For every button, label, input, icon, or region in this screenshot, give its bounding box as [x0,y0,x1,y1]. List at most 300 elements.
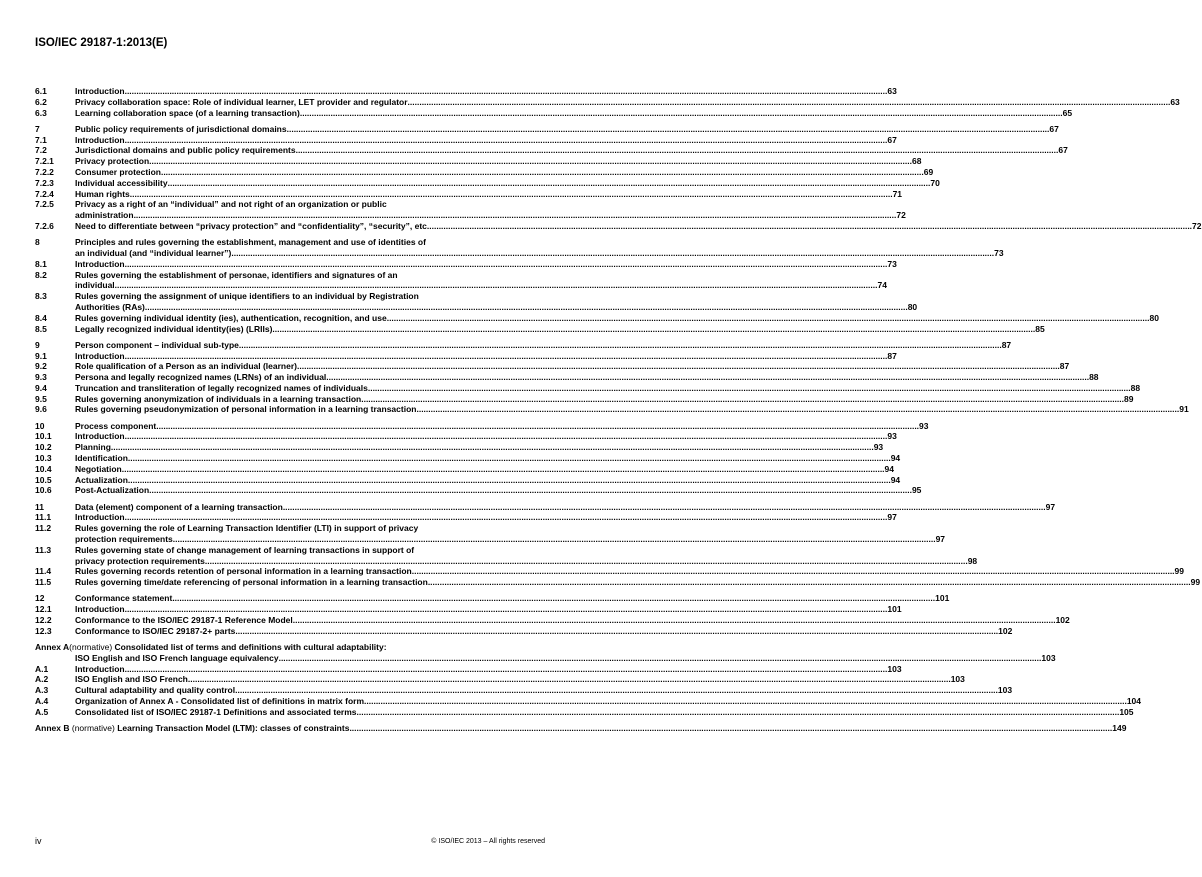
entry-body [75,593,949,604]
dot-leader [188,674,951,685]
section-title: Introduction [75,134,125,145]
entry-line [75,124,1059,135]
entry-body [75,270,887,292]
section-title: Introduction [75,258,125,269]
entry-body [75,108,1072,119]
page-reference: 70 [930,177,940,188]
toc-entry[interactable] [35,604,902,615]
toc-group [35,501,1201,588]
section-number: 8.1 [35,258,47,269]
section-number: 9.3 [35,372,47,383]
toc-entry[interactable] [35,199,906,221]
dot-leader [125,351,888,362]
toc-entry[interactable] [35,269,887,292]
section-title: Consolidated list of ISO/IEC 29187-1 Definitions and associated terms [75,706,357,717]
section-title: administration [75,210,134,221]
dot-leader [297,361,1060,372]
dot-leader [283,502,1046,513]
entry-body [75,685,1012,696]
dot-leader [173,534,936,545]
dot-leader [149,485,912,496]
section-title: Privacy collaboration space: Role of individual learner, LET provider and regulator [75,96,408,107]
section-number: 11.3 [35,544,52,555]
entry-body [75,351,897,362]
entry-body [75,453,900,464]
section-title: protection requirements [75,534,173,545]
toc-entry[interactable] [35,220,1202,232]
annex-title: Consolidated list of terms and definitions with cultural adaptability: [114,641,387,652]
entry-line [75,259,897,270]
dot-leader [296,145,1059,156]
entry-body [75,313,1159,324]
toc-entry[interactable] [35,339,1012,351]
page-reference: 85 [1035,323,1045,334]
section-number: 6.1 [35,86,47,96]
entry-line [75,626,1012,637]
entry-body [75,135,897,146]
dot-leader [287,124,1050,135]
entry-body [75,199,906,221]
section-title: Persona and legally recognized names (LRNs) of an individual [75,372,327,383]
entry-line [75,135,897,146]
page-reference: 103 [950,674,965,685]
toc-entry[interactable] [35,382,1141,394]
toc-entry[interactable] [35,237,1004,259]
page-reference: 94 [884,463,895,474]
dot-leader [361,394,1124,405]
page-reference: 88 [1089,372,1099,383]
page-reference: 103 [1041,652,1056,663]
entry-line [75,97,1180,108]
entry-line [75,464,894,475]
page-reference: 102 [998,625,1013,636]
entry-body [75,237,1004,259]
section-number: 9.6 [35,404,47,415]
page-reference: 103 [997,685,1013,696]
page-reference: 94 [890,453,901,464]
dot-leader [122,464,885,475]
section-number: 11.2 [35,523,52,534]
annex-type: (normative) [71,722,115,733]
page-reference: 89 [1124,393,1134,404]
section-number: 7.2.5 [35,199,54,210]
section-title: Privacy protection [75,156,150,167]
entry-body [75,475,900,486]
entry-line [75,431,897,442]
entry-body [75,523,945,545]
annex-title: ISO English and ISO French language equivalency [75,652,279,663]
dot-leader [326,372,1089,383]
section-number: 8.2 [35,269,47,280]
dot-leader [172,593,935,604]
dot-leader [293,615,1056,626]
entry-line [75,556,977,567]
toc-entry[interactable] [35,361,1070,372]
entry-body [75,615,1070,626]
page-reference: 65 [1062,107,1073,118]
section-number: A.1 [35,663,49,674]
section-number: 8.4 [35,312,47,323]
section-title: Rules governing the assignment of unique identifiers to an individual by Registration [75,291,419,302]
dot-leader [235,685,998,696]
page-reference: 103 [887,663,902,674]
entry-line [75,145,1068,156]
toc-entry[interactable] [35,485,922,496]
entry-line [75,566,1184,577]
toc-entry[interactable] [35,166,934,178]
entry-line [75,270,887,281]
entry-line [75,221,1202,232]
section-number: 10.3 [35,453,52,464]
toc-entry[interactable] [35,258,897,270]
page-reference: 67 [1058,145,1068,156]
entry-body [75,512,897,523]
page-reference: 73 [994,247,1004,258]
dot-leader [125,135,888,146]
section-number: 11 [35,501,44,512]
page-reference: 63 [887,86,897,96]
section-title: Individual accessibility [75,177,168,188]
section-title: Introduction [75,350,125,361]
dot-leader [115,280,878,291]
dot-leader [364,696,1127,707]
toc-entry[interactable] [35,350,897,362]
section-title: Consumer protection [75,166,161,177]
entry-body [75,604,902,615]
entry-line [75,383,1140,394]
dot-leader [168,178,931,189]
entry-body [75,124,1059,135]
toc-entry[interactable] [35,323,1045,335]
section-title: Rules governing the establishment of personae, identifiers and signatures of an [75,269,398,280]
dot-leader [128,475,891,486]
entry-line [75,340,1011,351]
entry-body [75,86,897,97]
section-title: Person component – individual sub-type [75,339,239,350]
page-reference: 87 [1059,361,1070,372]
section-title: Post-Actualization [75,485,150,496]
dot-leader [111,442,874,453]
page-reference: 73 [887,258,897,269]
annex-a-heading[interactable] [35,641,1056,664]
section-title: Legally recognized individual identity(ies) (LRIIs) [75,323,273,334]
entry-line [75,394,1133,405]
entry-line [75,108,1072,119]
section-number: 11.4 [35,566,52,577]
section-title: Rules governing individual identity (ies), authentication, recognition, and use [75,312,387,323]
dot-leader [156,421,919,432]
section-number: 7.2.3 [35,177,54,188]
section-number: 10.2 [35,442,52,453]
page-reference: 68 [911,156,922,167]
dot-leader [149,156,912,167]
page-reference: 71 [892,188,903,199]
toc-entry[interactable] [35,312,1159,324]
page-reference: 87 [1001,339,1012,350]
toc-entry[interactable] [35,453,901,464]
toc-entry[interactable] [35,177,940,189]
entry-line [75,453,900,464]
section-title: Conformance statement [75,593,173,604]
entry-body [75,566,1184,577]
toc-entry[interactable] [35,393,1134,405]
page-reference: 93 [873,442,884,453]
entry-line [75,237,1004,248]
page-reference: 105 [1119,706,1134,717]
entry-line [75,167,933,178]
toc-entry[interactable] [35,134,897,146]
entry-line [75,248,1004,259]
toc-group [35,123,1202,232]
entry-line [75,685,1012,696]
section-title: Rules governing time/date referencing of personal information in a learning transaction [75,577,428,588]
toc-entry[interactable] [35,695,1141,707]
annex-label: Annex A [35,641,70,652]
toc-entry[interactable] [35,156,922,167]
entry-body [75,291,917,313]
annex-line [35,642,545,653]
entry-body [75,383,1140,394]
page-reference: 80 [907,301,918,312]
section-number: 8.5 [35,323,47,334]
entry-line [75,502,1055,513]
entry-body [75,421,929,432]
dot-leader [145,302,908,313]
section-number: A.4 [35,695,49,706]
toc-entry[interactable] [35,501,1056,513]
entry-body [75,696,1141,707]
dot-leader [205,556,968,567]
page-reference: 88 [1130,382,1141,393]
entry-line [75,534,945,545]
entry-line [75,421,929,432]
section-title: ISO English and ISO French [75,674,188,685]
page-reference: 102 [1055,615,1070,625]
section-title: Introduction [75,431,125,442]
entry-line [75,442,883,453]
page-reference: 80 [1149,312,1159,323]
annex-label: Annex B [35,722,70,733]
toc-entry[interactable] [35,107,1073,119]
page-reference: 95 [911,485,922,496]
toc-entry[interactable] [35,706,1134,718]
entry-line [75,291,917,302]
toc-entry[interactable] [35,372,1099,383]
toc-entry[interactable] [35,188,903,200]
toc-entry[interactable] [35,685,1013,696]
toc-entry[interactable] [35,463,895,475]
section-number: 10 [35,420,45,431]
page-reference: 104 [1126,695,1141,706]
section-number: 10.5 [35,474,52,485]
entry-line [75,313,1159,324]
section-number: 9.5 [35,393,47,404]
dot-leader [412,566,1175,577]
dot-leader [416,404,1179,415]
dot-leader [128,453,891,464]
section-number: A.3 [35,685,49,696]
entry-line [75,523,945,534]
section-number: 7.2 [35,145,47,156]
entry-body [75,404,1189,415]
section-title: Process component [75,420,157,431]
toc-entry[interactable] [35,593,950,604]
page-reference: 98 [967,555,978,566]
section-title: Introduction [75,86,125,96]
toc-entry[interactable] [35,566,1185,577]
entry-body [75,394,1133,405]
section-title: Organization of Annex A - Consolidated list of definitions in matrix form [75,695,365,706]
page-reference: 99 [1174,566,1185,577]
toc-entry[interactable] [35,577,1201,588]
entry-line [75,372,1099,383]
dot-leader [300,108,1063,119]
page-reference: 91 [1179,404,1189,415]
toc-entry[interactable] [35,404,1189,415]
toc-entry[interactable] [35,123,1059,135]
entry-body [75,372,1099,383]
page-reference: 72 [896,210,906,221]
page-reference: 97 [935,534,946,545]
section-title: Rules governing records retention of personal information in a learning transaction [75,566,412,577]
section-number: 11.1 [35,512,52,523]
entry-body [75,156,921,167]
section-number: 9.1 [35,350,47,361]
entry-line [75,86,897,97]
section-title: Conformance to the ISO/IEC 29187-1 Reference Model [75,615,293,625]
entry-line [75,156,921,167]
toc-entry[interactable] [35,145,1068,156]
section-number: 7.2.1 [35,156,54,167]
dot-leader [349,723,1112,734]
annex-b-group [35,722,1127,734]
toc-group [35,420,929,497]
section-title: Truncation and transliteration of legally recognized names of individuals [75,382,368,393]
dot-leader [272,324,1035,335]
entry-body [75,707,1134,718]
entry-body [75,189,902,200]
section-number: 10.6 [35,485,52,496]
entry-line [75,485,921,496]
toc-entry[interactable] [35,615,1070,626]
page-reference: 72 [1192,220,1202,231]
toc-group [35,593,1070,636]
page-reference: 149 [1112,722,1127,733]
dot-leader [125,512,888,523]
section-title: privacy protection requirements [75,555,205,566]
dot-leader [130,189,893,200]
toc-entry[interactable] [35,96,1180,108]
entry-body [75,626,1012,637]
section-title: Cultural adaptability and quality control [75,685,236,696]
section-number: 7.2.6 [35,220,54,231]
toc-entry[interactable] [35,625,1013,637]
entry-body [75,674,965,685]
entry-line [75,302,917,313]
page-reference: 93 [919,420,929,431]
section-title: Learning collaboration space (of a learning transaction) [75,107,300,118]
toc-entry[interactable] [35,663,902,675]
entry-body [75,464,894,475]
toc-entry[interactable] [35,420,929,432]
toc-entry[interactable] [35,431,897,442]
section-title: Identification [75,453,128,464]
section-number: 7 [35,123,40,134]
toc-entry[interactable] [35,523,946,545]
dot-leader [429,221,1192,232]
section-title: Rules governing the role of Learning Transaction Identifier (LTI) in support of privacy [75,523,419,534]
toc-entry[interactable] [35,674,965,685]
dot-leader [279,653,1042,664]
toc-entry[interactable] [35,442,884,453]
toc-entry[interactable] [35,291,918,313]
dot-leader [134,210,897,221]
section-number: 12.2 [35,615,52,625]
section-number: A.2 [35,674,49,685]
section-number: 10.4 [35,463,52,474]
section-number: 9.2 [35,361,47,372]
section-number: 6.2 [35,96,47,107]
section-title: Need to differentiate between “privacy protection” and “confidentiality”, “security”, etc. [75,220,430,231]
annex-a-group [35,641,1141,718]
entry-line [75,210,906,221]
section-title: Rules governing state of change management of learning transactions in support of [75,544,415,555]
entry-body [75,577,1200,588]
entry-body [75,545,977,567]
annex-type: (normative) [69,641,113,652]
dot-leader [125,259,888,270]
document-header: ISO/IEC 29187-1:2013(E) [35,37,168,49]
page-reference: 67 [1049,123,1059,134]
section-number: 12 [35,593,45,604]
toc-group [35,339,1189,416]
toc-entry[interactable] [35,474,901,486]
dot-leader [125,86,888,97]
toc-entry[interactable] [35,512,897,523]
section-number: 6.3 [35,107,47,118]
copyright-notice: © ISO/IEC 2013 – All rights reserved [431,838,545,845]
section-number: 10.1 [35,431,52,442]
toc-entry[interactable] [35,544,978,567]
entry-body [75,664,902,675]
dot-leader [125,431,888,442]
section-number: 8 [35,237,40,248]
entry-line [75,664,902,675]
dot-leader [408,97,1171,108]
entry-body [75,259,897,270]
section-title: Jurisdictional domains and public policy requirements [75,145,296,156]
page-reference: 93 [887,431,897,442]
entry-body [75,145,1068,156]
section-number: 12.1 [35,604,52,615]
toc-group [35,86,1180,118]
annex-b-heading[interactable] [35,722,1127,734]
entry-body [75,167,933,178]
page-reference: 101 [887,604,902,615]
toc-entry[interactable] [35,86,897,97]
section-title: Principles and rules governing the establishment, management and use of identities of [75,237,426,248]
entry-line [75,189,902,200]
section-number: A.5 [35,706,49,717]
section-number: 8.3 [35,291,47,302]
table-of-contents [35,86,1202,739]
dot-leader [428,577,1191,588]
entry-body [75,431,897,442]
dot-leader [357,707,1120,718]
section-title: Introduction [75,663,125,674]
section-title: Introduction [75,512,125,523]
section-title: Planning [75,442,111,453]
